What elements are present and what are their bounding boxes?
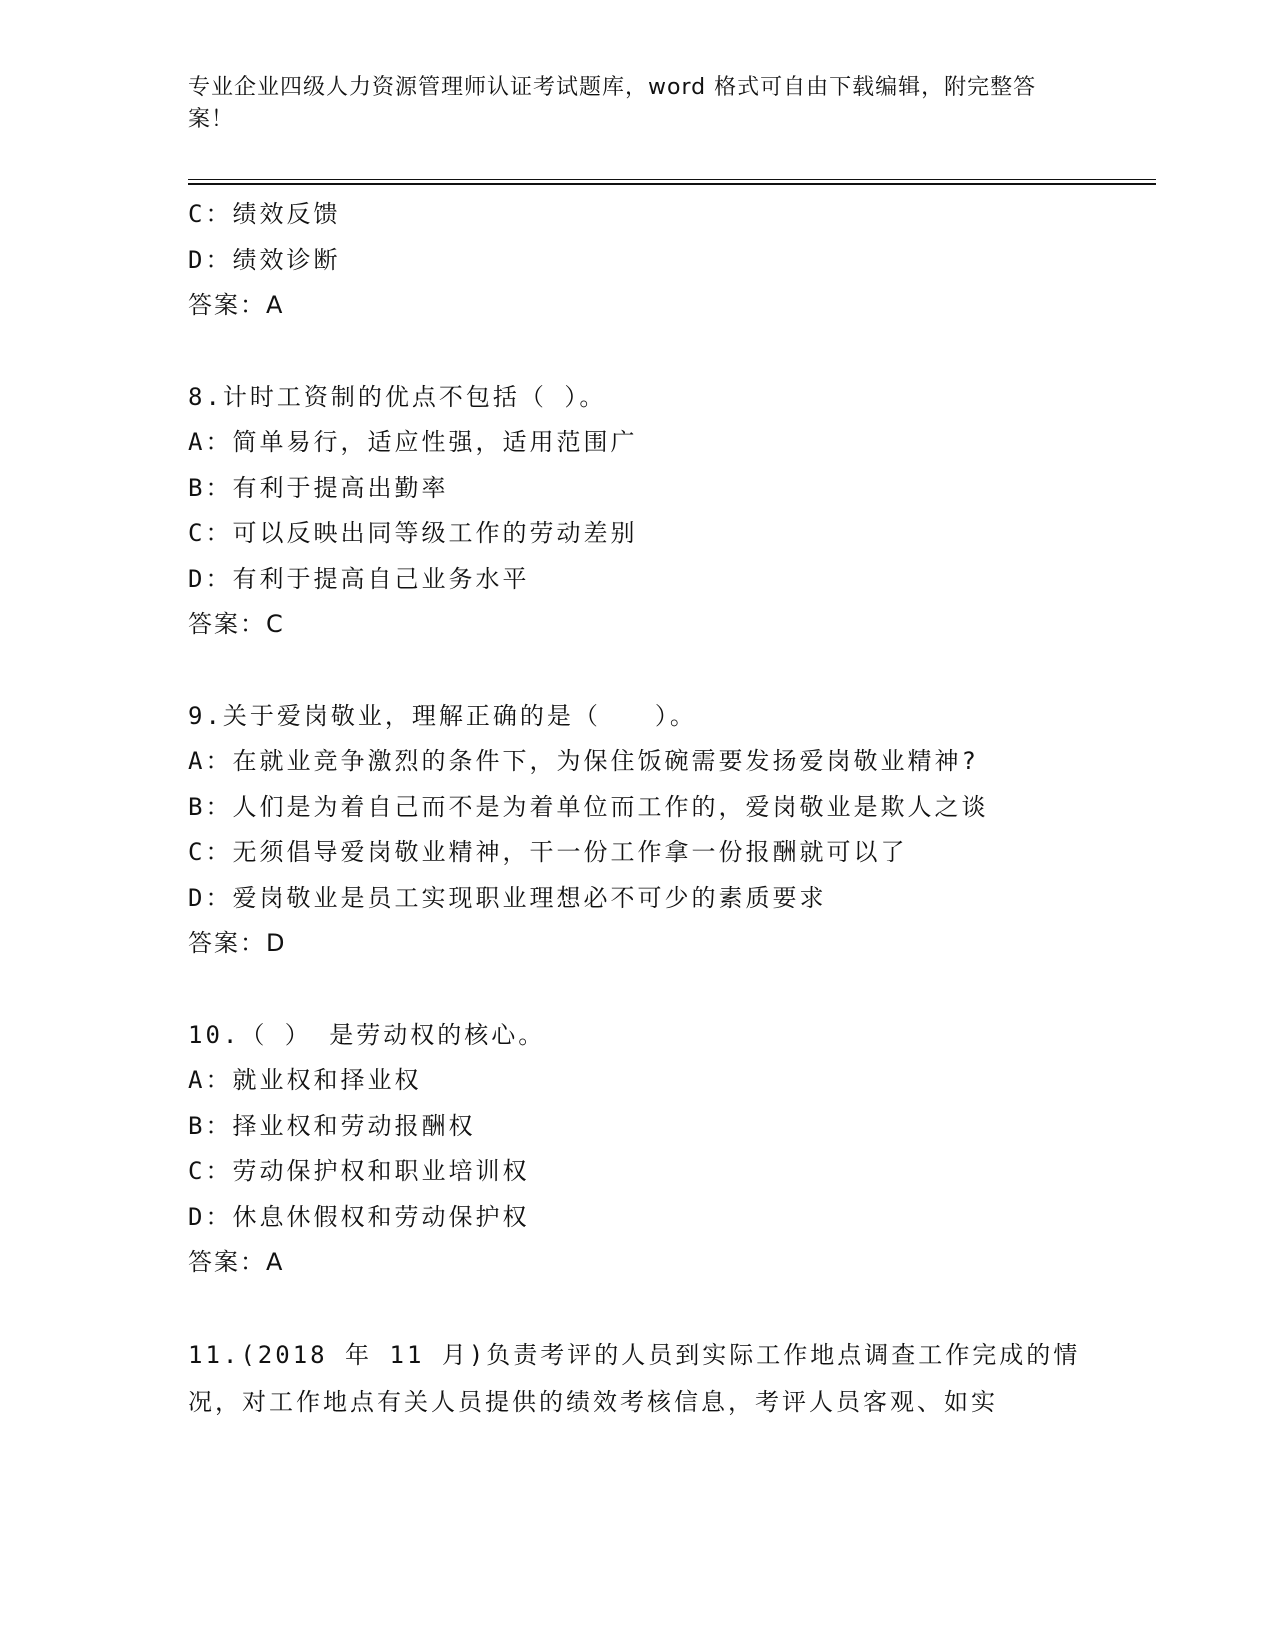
header-rule-thick [188,183,1156,185]
question-list [188,192,1088,1426]
option-c: C：绩效反馈 [188,200,341,228]
document-header [188,72,1068,136]
option-c: C：可以反映出同等级工作的劳动差别 [188,519,638,547]
option-a: A：就业权和择业权 [188,1066,422,1094]
question-stem: 9.关于爱岗敬业，理解正确的是（ ）。 [188,701,697,730]
header-rule-thin [188,179,1156,180]
option-d: D：有利于提高自己业务水平 [188,564,530,593]
option-c: C：无须倡导爱岗敬业精神，干一份工作拿一份报酬就可以了 [188,838,908,866]
answer: 答案：C [188,610,285,638]
option-a: A：简单易行，适应性强，适用范围广 [188,428,638,456]
option-b: B：人们是为着自己而不是为着单位而工作的，爱岗敬业是欺人之谈 [188,792,989,821]
option-d: D：绩效诊断 [188,245,341,274]
header-text: 专业企业四级人力资源管理师认证考试题库，word 格式可自由下载编辑，附完整答案！ [188,75,1037,132]
option-b: B：择业权和劳动报酬权 [188,1111,476,1140]
answer: 答案：D [188,929,287,957]
question-7-tail [188,192,1088,329]
answer: 答案：A [188,1248,285,1276]
question-10 [188,1013,1088,1286]
option-c: C：劳动保护权和职业培训权 [188,1157,530,1185]
answer: 答案：A [188,291,285,319]
option-d: D：爱岗敬业是员工实现职业理想必不可少的素质要求 [188,883,827,912]
question-stem: 8.计时工资制的优点不包括（ ）。 [188,382,607,411]
option-b: B：有利于提高出勤率 [188,473,449,502]
question-stem: 10.（ ） 是劳动权的核心。 [188,1020,546,1049]
question-11 [188,1332,1088,1426]
option-d: D：休息休假权和劳动保护权 [188,1202,530,1231]
question-9 [188,694,1088,967]
option-a: A：在就业竞争激烈的条件下，为保住饭碗需要发扬爱岗敬业精神? [188,747,979,775]
question-stem: 11.(2018 年 11 月)负责考评的人员到实际工作地点调查工作完成的情况，对工作地点有关人员提供的绩效考核信息，考评人员客观、如实 [188,1340,1081,1416]
question-8 [188,375,1088,648]
